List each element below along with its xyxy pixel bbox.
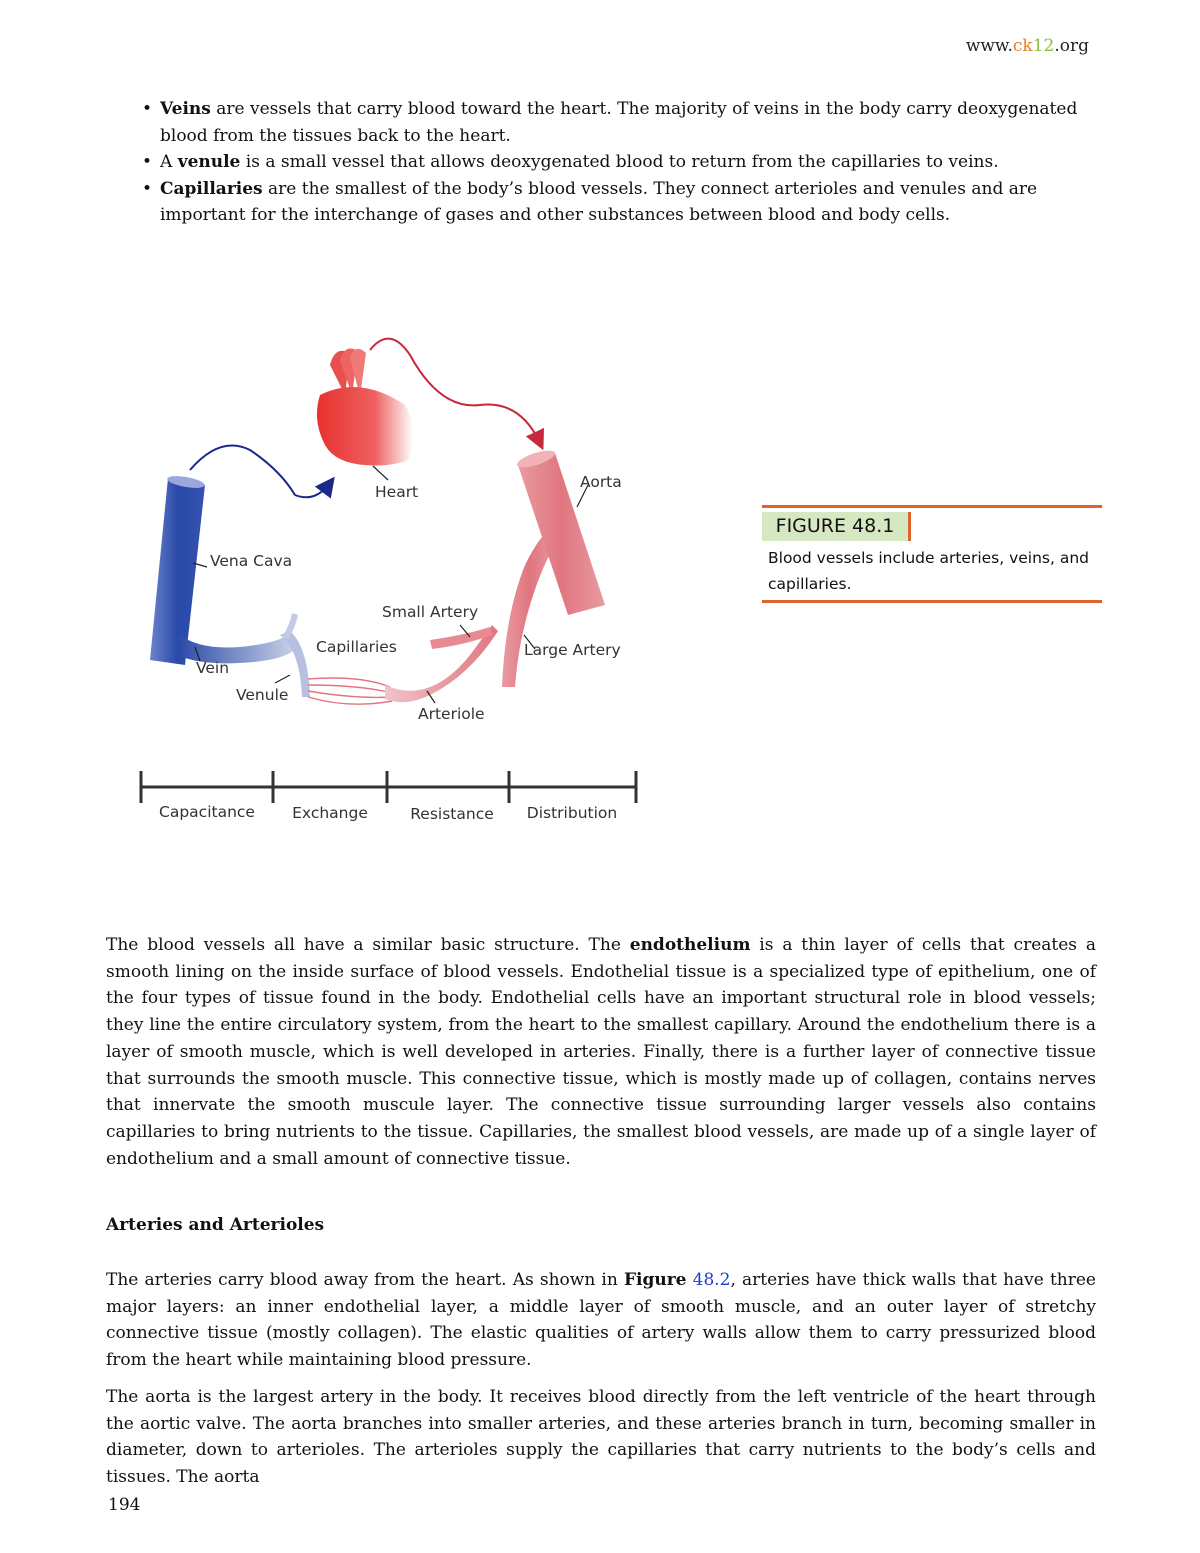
figure-label: FIGURE 48.1 [762,512,911,541]
section-heading: Arteries and Arterioles [106,1215,325,1235]
figure-reference-link[interactable]: 48.2 [692,1270,731,1290]
label-arteriole: Arteriole [418,705,485,723]
figure-caption-text: Blood vessels include arteries, veins, and capillaries. [768,549,1090,593]
capillaries-vessels [308,678,392,704]
label-small-artery: Small Artery [382,603,479,621]
list-item: • Veins are vessels that carry blood toward the heart. The majority of veins in the body carry deoxygenated blood from the tissues back to the heart. [140,96,1095,149]
label-venule: Venule [236,686,289,704]
term-venule: venule [177,152,241,172]
scale-resistance: Resistance [410,805,494,823]
arrow-vein-to-heart [190,446,330,498]
label-capillaries: Capillaries [316,638,397,656]
scale-distribution: Distribution [526,804,618,822]
label-large-artery: Large Artery [524,641,621,659]
list-item: • Capillaries are the smallest of the body’s blood vessels. They connect arterioles and venules and are important for the interchange of gases and other substances between blood and body cells. [140,176,1095,229]
definition-list [140,96,1095,229]
label-vena-cava: Vena Cava [210,552,293,570]
page-number: 194 [108,1495,141,1515]
vena-cava-vessel [150,474,206,665]
heart-shape [317,348,413,465]
list-item: • A venule is a small vessel that allows deoxygenated blood to return from the capillaries to veins. [140,149,1095,176]
figure-caption [762,505,1102,603]
term-capillaries: Capillaries [160,178,263,199]
term-endothelium: endothelium [629,935,751,955]
paragraph-aorta: The aorta is the largest artery in the body. It receives blood directly from the left ventricle of the heart through the aortic valve. The aorta branches into smaller arteries, and these arteries branch in turn, becoming smaller in diameter, down to arterioles. The arterioles supply the capillaries that carry nutrients to the body’s cells and tissues. The aorta [106,1387,1096,1488]
site-url: www.ck12.org [965,36,1089,56]
paragraph-arteries: The arteries carry blood away from the heart. As shown in Figure 48.2, arteries have thick walls that have three major layers: an inner endothelial layer, a middle layer of smooth muscle, and an outer layer of stretchy connective tissue (mostly collagen). The elastic qualities of artery walls allow them to carry pressurized blood from the heart while maintaining blood pressure. [106,1270,1096,1371]
term-veins: Veins [160,99,211,119]
label-aorta: Aorta [580,473,622,491]
function-scale-bar [141,771,636,803]
label-vein: Vein [196,659,230,677]
scale-capacitance: Capacitance [159,803,255,821]
scale-exchange: Exchange [292,804,368,822]
label-heart: Heart [375,483,419,501]
blood-vessel-diagram [130,335,650,840]
venule-branch [282,613,298,639]
paragraph-structure: The blood vessels all have a similar basic structure. The endothelium is a thin layer of cells that creates a smooth lining on the inside surface of blood vessels. Endothelial tissue is a specialized type of epithelium, one of the four types of tissue found in the body. Endothelial cells have an important structural role in blood vessels; they line the entire circulatory system, from the heart to the smallest capillary. Around the endothelium there is a layer of smooth muscle, which is well developed in arteries. Finally, there is a further layer of connective tissue that surrounds the smooth muscle. This connective tissue, which is mostly made up of collagen, contains nerves that innervate the smooth muscule layer. The connective tissue surrounding larger vessels also contains capillaries to bring nutrients to the tissue. Capillaries, the smallest blood vessels, are made up of a single layer of endothelium and a small amount of connective tissue. [106,935,1096,1169]
